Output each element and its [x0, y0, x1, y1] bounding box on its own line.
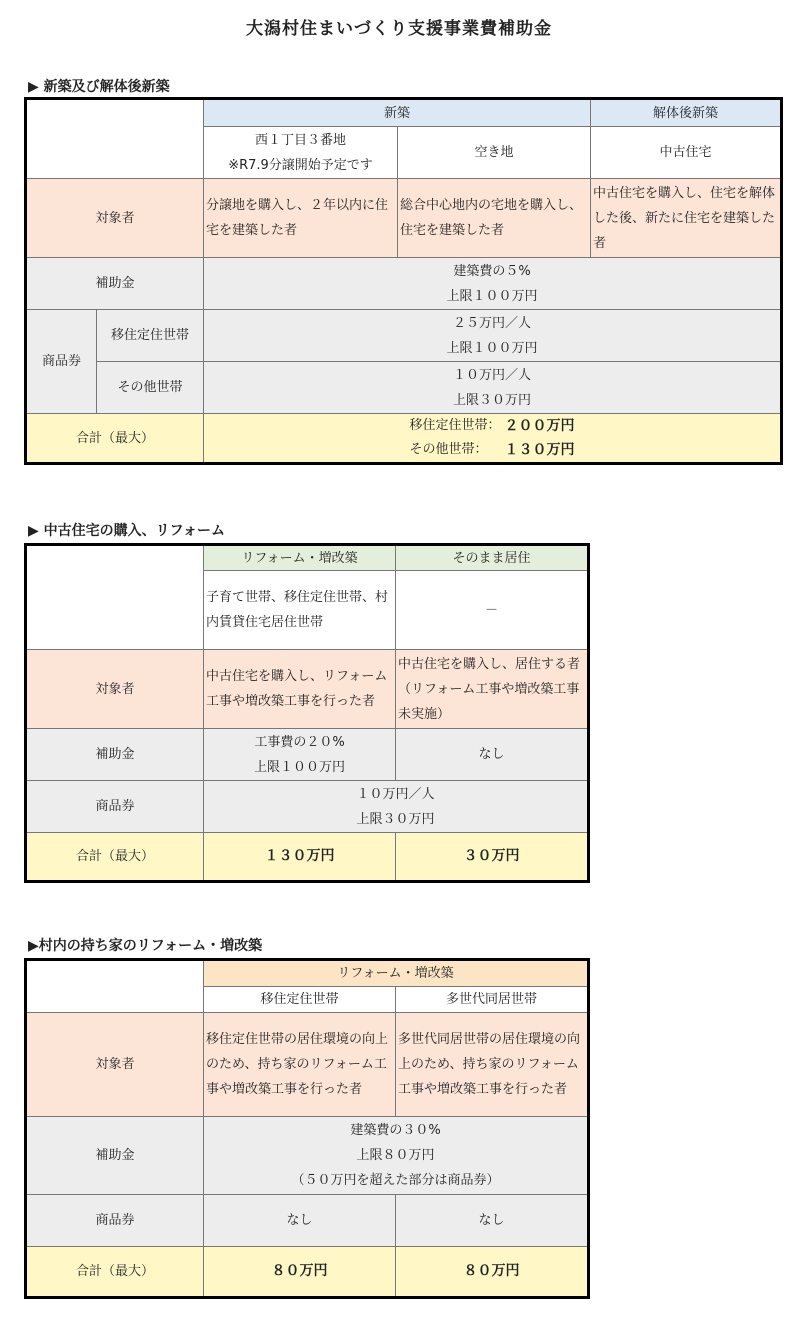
- total-multigen: ８０万円: [396, 1247, 587, 1296]
- subheader-vacant: 空き地: [398, 127, 591, 179]
- section-heading-home-reform: ▶村内の持ち家のリフォーム・増改築: [28, 938, 263, 954]
- target-label: 対象者: [27, 650, 204, 729]
- header-reform: リフォーム・増改築: [204, 546, 396, 571]
- target-used-house: 中古住宅を購入し、住宅を解体した後、新たに住宅を建築した者: [591, 179, 780, 258]
- subsidy-label: 補助金: [27, 258, 204, 310]
- voucher-value: １０万円／人 上限３０万円: [204, 781, 587, 833]
- voucher-other-value: １０万円／人 上限３０万円: [204, 362, 780, 414]
- voucher-migrant-label: 移住定住世帯: [97, 310, 204, 362]
- subsidy-as-is: なし: [396, 729, 587, 781]
- table-new-build: [24, 97, 783, 465]
- total-migrant-value: ２００万円: [504, 418, 575, 434]
- section-heading-used-house: ▶ 中古住宅の購入、リフォーム: [28, 523, 225, 539]
- subsidy-label: 補助金: [27, 1117, 204, 1195]
- corner-cell: [27, 961, 204, 1013]
- table-home-reform: [24, 958, 590, 1299]
- voucher-label: 商品券: [27, 310, 97, 414]
- total-migrant-label: 移住定住世帯：: [409, 418, 501, 433]
- target-reform: 中古住宅を購入し、リフォーム工事や増改築工事を行った者: [204, 650, 396, 729]
- header-as-is: そのまま居住: [396, 546, 587, 571]
- subsidy-label: 補助金: [27, 729, 204, 781]
- target-label: 対象者: [27, 1013, 204, 1117]
- page-title: 大潟村住まいづくり支援事業費補助金: [246, 19, 552, 39]
- corner-cell: [27, 100, 204, 179]
- total-migrant: ８０万円: [204, 1247, 396, 1296]
- subsidy-value: 建築費の５% 上限１００万円: [204, 258, 780, 310]
- target-migrant: 移住定住世帯の居住環境の向上のため、持ち家のリフォーム工事や増改築工事を行った者: [204, 1013, 396, 1117]
- total-label: 合計（最大）: [27, 1247, 204, 1296]
- corner-cell: [27, 546, 204, 650]
- total-other-label: その他世帯：: [409, 442, 488, 457]
- total-reform: １３０万円: [204, 833, 396, 880]
- target-lot: 分譲地を購入し、２年以内に住宅を建築した者: [204, 179, 398, 258]
- table-used-house: [24, 543, 590, 883]
- subheader-multigen: 多世代同居世帯: [396, 987, 587, 1013]
- header-new: 新築: [204, 100, 591, 127]
- total-value: [204, 414, 780, 462]
- section-heading-new-build: ▶ 新築及び解体後新築: [28, 79, 170, 95]
- total-other-value: １３０万円: [504, 442, 575, 458]
- voucher-multigen: なし: [396, 1195, 587, 1247]
- subsidy-reform: 工事費の２０% 上限１００万円: [204, 729, 396, 781]
- total-as-is: ３０万円: [396, 833, 587, 880]
- subheader-used-house: 中古住宅: [591, 127, 780, 179]
- target-label: 対象者: [27, 179, 204, 258]
- header-rebuild: 解体後新築: [591, 100, 780, 127]
- total-label: 合計（最大）: [27, 833, 204, 880]
- subheader-lot: 西１丁目３番地 ※R7.9分譲開始予定です: [204, 127, 398, 179]
- subheader-households: 子育て世帯、移住定住世帯、村内賃貸住宅居住世帯: [204, 571, 396, 650]
- voucher-migrant: なし: [204, 1195, 396, 1247]
- subheader-migrant: 移住定住世帯: [204, 987, 396, 1013]
- voucher-migrant-value: ２５万円／人 上限１００万円: [204, 310, 780, 362]
- voucher-other-label: その他世帯: [97, 362, 204, 414]
- target-multigen: 多世代同居世帯の居住環境の向上のため、持ち家のリフォーム工事や増改築工事を行った者: [396, 1013, 587, 1117]
- subheader-dash: －: [396, 571, 587, 650]
- target-as-is: 中古住宅を購入し、居住する者（リフォーム工事や増改築工事未実施）: [396, 650, 587, 729]
- header-reform: リフォーム・増改築: [204, 961, 587, 987]
- target-vacant: 総合中心地内の宅地を購入し、住宅を建築した者: [398, 179, 591, 258]
- total-label: 合計（最大）: [27, 414, 204, 462]
- voucher-label: 商品券: [27, 1195, 204, 1247]
- voucher-label: 商品券: [27, 781, 204, 833]
- subsidy-value: 建築費の３０% 上限８０万円 （５０万円を超えた部分は商品券）: [204, 1117, 587, 1195]
